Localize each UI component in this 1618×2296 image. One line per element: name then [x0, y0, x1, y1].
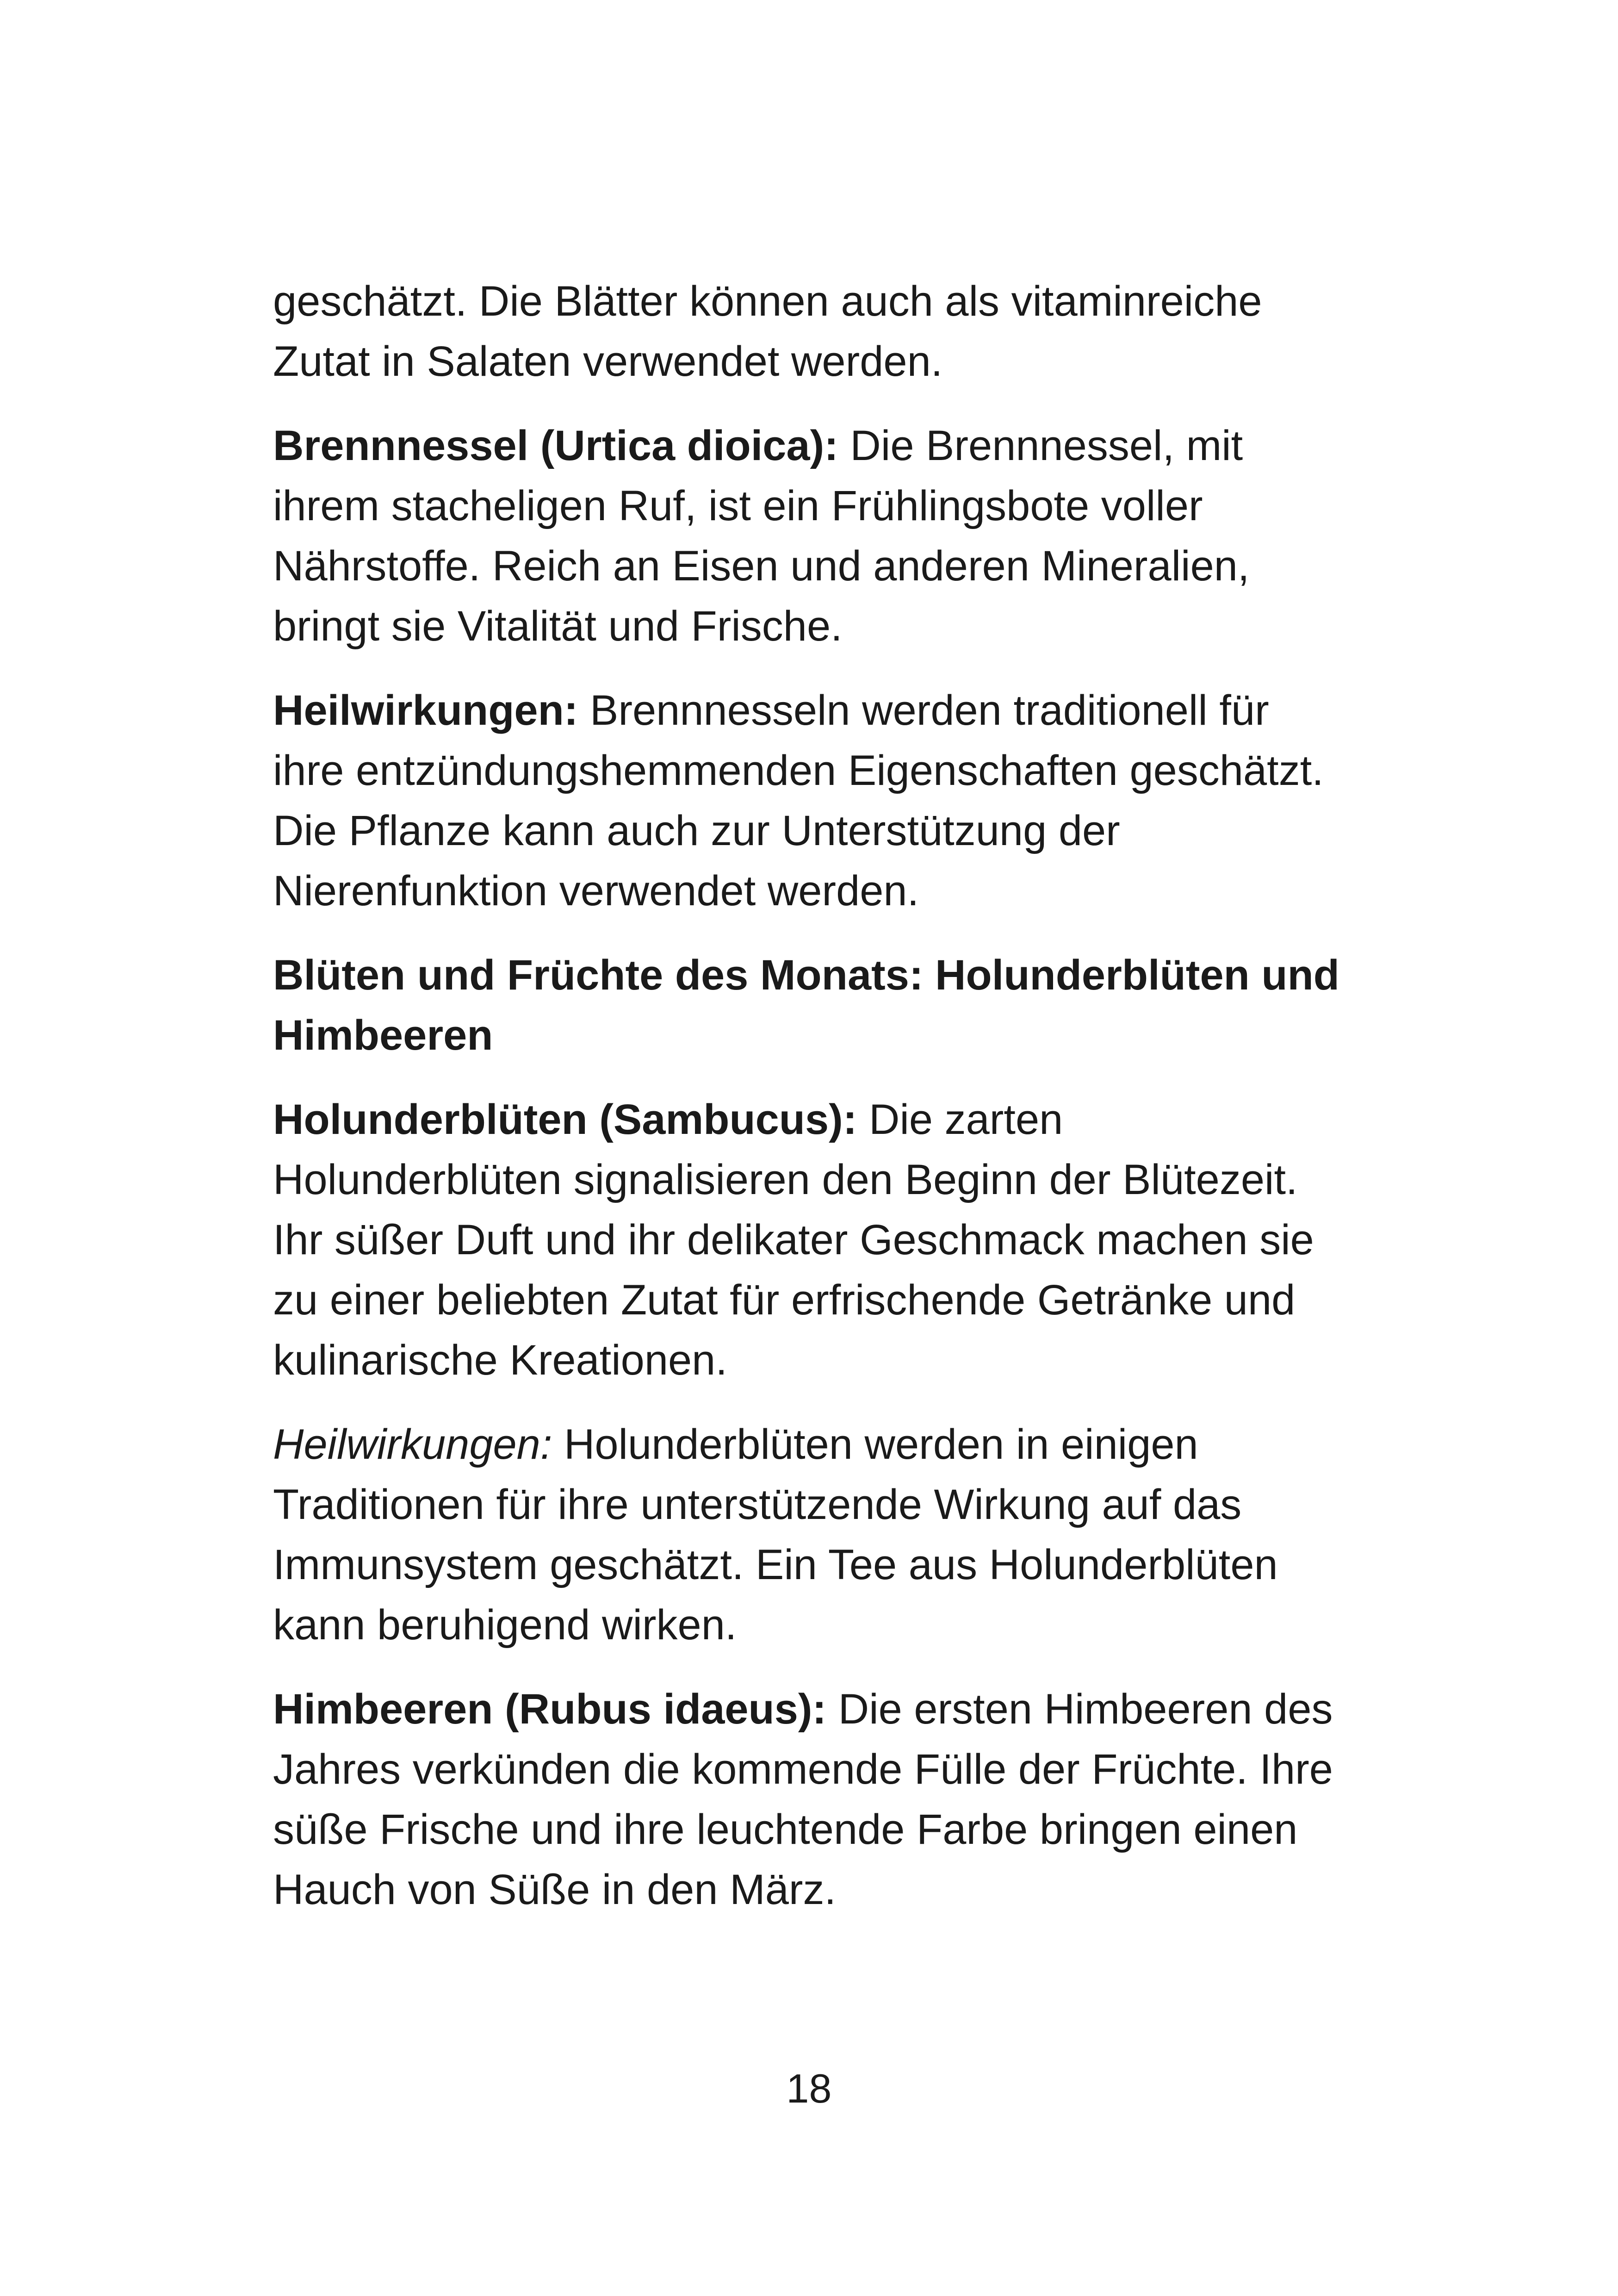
page-body: [273, 271, 1346, 1944]
paragraph-brennnessel-heilwirkungen: [273, 680, 1346, 921]
paragraph-text: Die ersten Himbeeren des Jahres verkünden die kommende Fülle der Früchte. Ihre süße Frische und ihre leuchtende Farbe bringen einen Hauch von Süße in den März.: [273, 1686, 1333, 1913]
paragraph-salad-use: [273, 271, 1346, 392]
paragraph-text: Die Brennnessel, mit ihrem stacheligen Ruf, ist ein Frühlingsbote voller Nährstoffe. Reich an Eisen und anderen Mineralien, bringt sie Vitalität und Frische.: [273, 422, 1250, 650]
paragraph-himbeeren: [273, 1679, 1346, 1920]
page-number: 18: [786, 2066, 832, 2111]
section-heading-blueten-fruechte: Blüten und Früchte des Monats: Holunderblüten und Himbeeren: [273, 952, 1339, 1059]
paragraph-lead-heilwirkungen-italic: Heilwirkungen:: [273, 1421, 552, 1468]
paragraph-text: geschätzt. Die Blätter können auch als vitaminreiche Zutat in Salaten verwendet werden.: [273, 278, 1262, 385]
paragraph-lead-heilwirkungen: Heilwirkungen:: [273, 687, 578, 734]
paragraph-holunder-heilwirkungen: [273, 1414, 1346, 1655]
paragraph-text: Die zarten Holunderblüten signalisieren den Beginn der Blütezeit. Ihr süßer Duft und ihr delikater Geschmack machen sie zu einer beliebten Zutat für erfrischende Getränke und kulinarische Kreationen.: [273, 1096, 1314, 1384]
paragraph-text: Brennnesseln werden traditionell für ihre entzündungshemmenden Eigenschaften geschätzt. Die Pflanze kann auch zur Unterstützung der Nierenfunktion verwendet werden.: [273, 687, 1324, 915]
paragraph-holunderblueten: [273, 1089, 1346, 1390]
paragraph-lead-himbeeren: Himbeeren (Rubus idaeus):: [273, 1686, 827, 1733]
paragraph-text: Holunderblüten werden in einigen Traditionen für ihre unterstützende Wirkung auf das Immunsystem geschätzt. Ein Tee aus Holunderblüten kann beruhigend wirken.: [273, 1421, 1278, 1649]
paragraph-lead-holunderblueten: Holunderblüten (Sambucus):: [273, 1096, 857, 1143]
paragraph-lead-brennnessel: Brennnessel (Urtica dioica):: [273, 422, 838, 469]
paragraph-brennnessel: [273, 416, 1346, 656]
